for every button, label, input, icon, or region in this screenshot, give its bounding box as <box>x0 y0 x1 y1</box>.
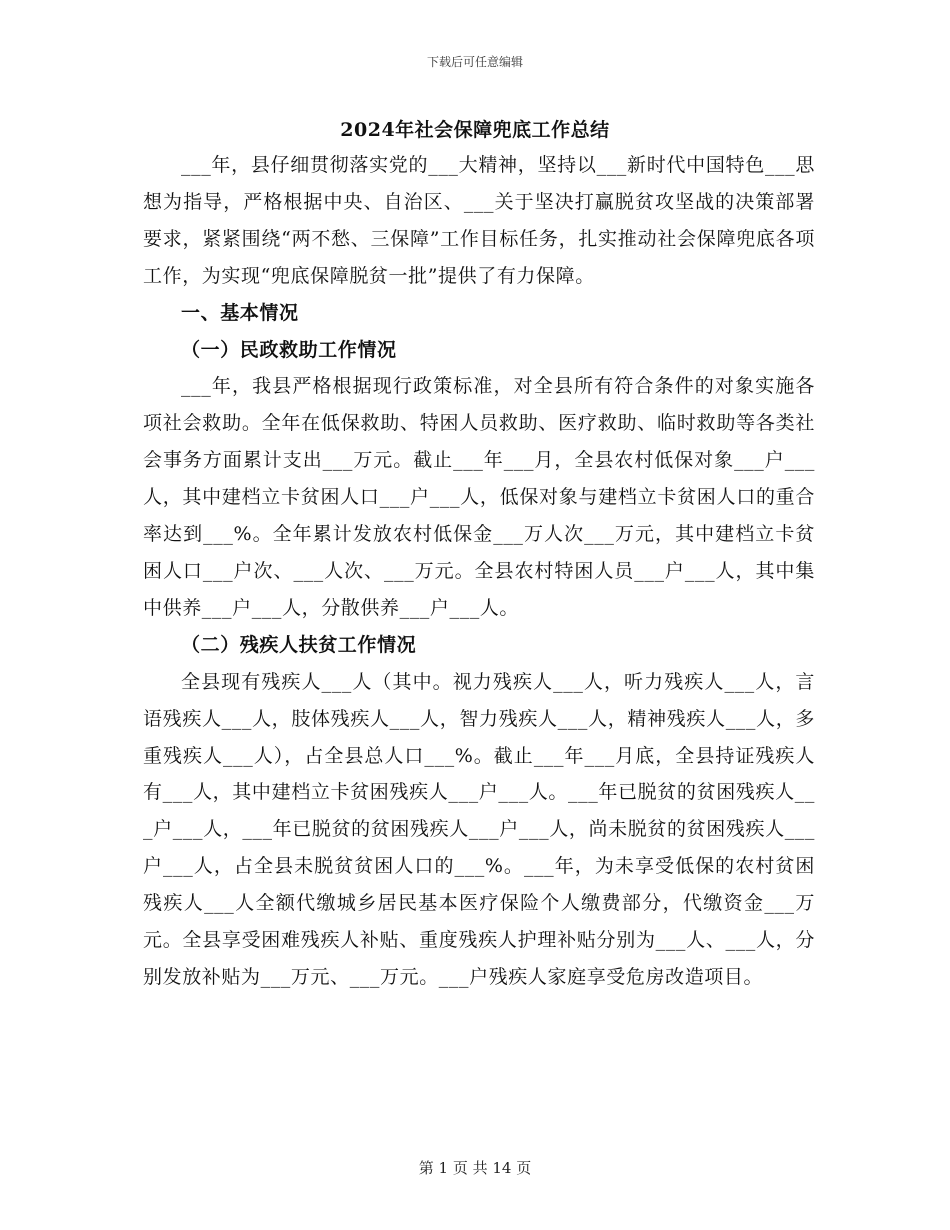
subsection-heading-disabled-persons: （二）残疾人扶贫工作情况 <box>181 633 417 656</box>
civil-affairs-paragraph: ___年，我县严格根据现行政策标准，对全县所有符合条件的对象实施各项社会救助。全年在低保救助、特困人员救助、医疗救助、临时救助等各类社会事务方面累计支出___万元。截止___年___月，全县农村低保对象___户___人，其中建档立卡贫困人口___户___人，低保对象与建档立卡贫困人口的重合率达到___%。全年累计发放农村低保金___万人次___万元，其中建档立卡贫困人口___户次、___人次、___万元。全县农村特困人员___户___人，其中集中供养___户___人，分散供养___户___人。 <box>143 375 815 619</box>
disabled-persons-paragraph: 全县现有残疾人___人（其中。视力残疾人___人，听力残疾人___人，言语残疾人___人，肢体残疾人___人，智力残疾人___人，精神残疾人___人，多重残疾人___人），占全县总人口___%。截止___年___月底，全县持证残疾人有___人，其中建档立卡贫困残疾人___户___人。___年已脱贫的贫困残疾人___户___人，___年已脱贫的贫困残疾人___户___人，尚未脱贫的贫困残疾人___户___人，占全县未脱贫贫困人口的___%。___年，为未享受低保的农村贫困残疾人___人全额代缴城乡居民基本医疗保险个人缴费部分，代缴资金___万元。全县享受困难残疾人补贴、重度残疾人护理补贴分别为___人、___人，分别发放补贴为___万元、___万元。___户残疾人家庭享受危房改造项目。 <box>143 670 815 988</box>
header-note: 下载后可任意编辑 <box>426 55 523 69</box>
page-footer: 第 1 页 共 14 页 <box>418 1159 532 1177</box>
section-heading-basic-situation: 一、基本情况 <box>181 301 299 324</box>
subsection-heading-civil-affairs: （一）民政救助工作情况 <box>181 338 397 361</box>
document-body <box>143 147 815 996</box>
document-title: 2024年社会保障兜底工作总结 <box>340 119 610 141</box>
intro-paragraph: ___年，县仔细贯彻落实党的___大精神，坚持以___新时代中国特色___思想为指导，严格根据中央、自治区、___关于坚决打赢脱贫攻坚战的决策部署要求，紧紧围绕“两不愁、三保障”工作目标任务，扎实推动社会保障兜底各项工作，为实现“兜底保障脱贫一批”提供了有力保障。 <box>143 154 815 287</box>
